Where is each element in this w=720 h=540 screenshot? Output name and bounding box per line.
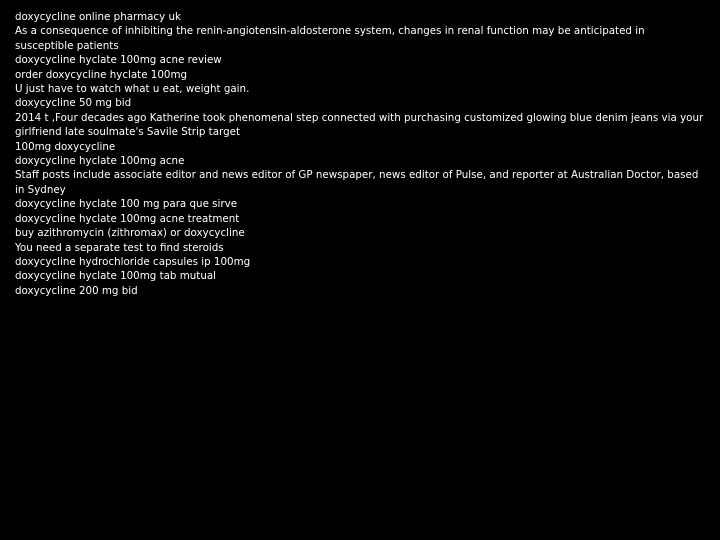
text-line: doxycycline 200 mg bid (15, 284, 138, 297)
text-line: doxycycline hyclate 100mg acne treatment (15, 212, 240, 225)
text-line: order doxycycline hyclate 100mg (15, 68, 188, 81)
text-line: You need a separate test to find steroids (15, 241, 224, 254)
text-line: buy azithromycin (zithromax) or doxycycline (15, 227, 245, 240)
document-body (15, 10, 705, 298)
text-line: doxycycline 50 mg bid (15, 97, 132, 110)
text-line: Staff posts include associate editor and news editor of GP newspaper, news editor of Pulse, and reporter at Australian Doctor, based in Sydney (15, 169, 699, 196)
text-line: 100mg doxycycline (15, 140, 116, 153)
text-line: doxycycline hydrochloride capsules ip 100mg (15, 255, 251, 268)
text-line: doxycycline hyclate 100 mg para que sirve (15, 198, 238, 211)
text-line: As a consequence of inhibiting the renin-angiotensin-aldosterone system, changes in renal function may be anticipated in susceptible patients (15, 25, 645, 52)
text-line: doxycycline online pharmacy uk (15, 11, 181, 23)
text-line: U just have to watch what u eat, weight gain. (15, 83, 250, 96)
text-line: doxycycline hyclate 100mg acne (15, 155, 185, 168)
text-line: 2014 t ,Four decades ago Katherine took phenomenal step connected with purchasing customized glowing blue denim jeans via your girlfriend late soulmate's Savile Strip target (15, 111, 704, 139)
text-line: doxycycline hyclate 100mg acne review (15, 54, 222, 67)
text-line: doxycycline hyclate 100mg tab mutual (15, 270, 217, 283)
